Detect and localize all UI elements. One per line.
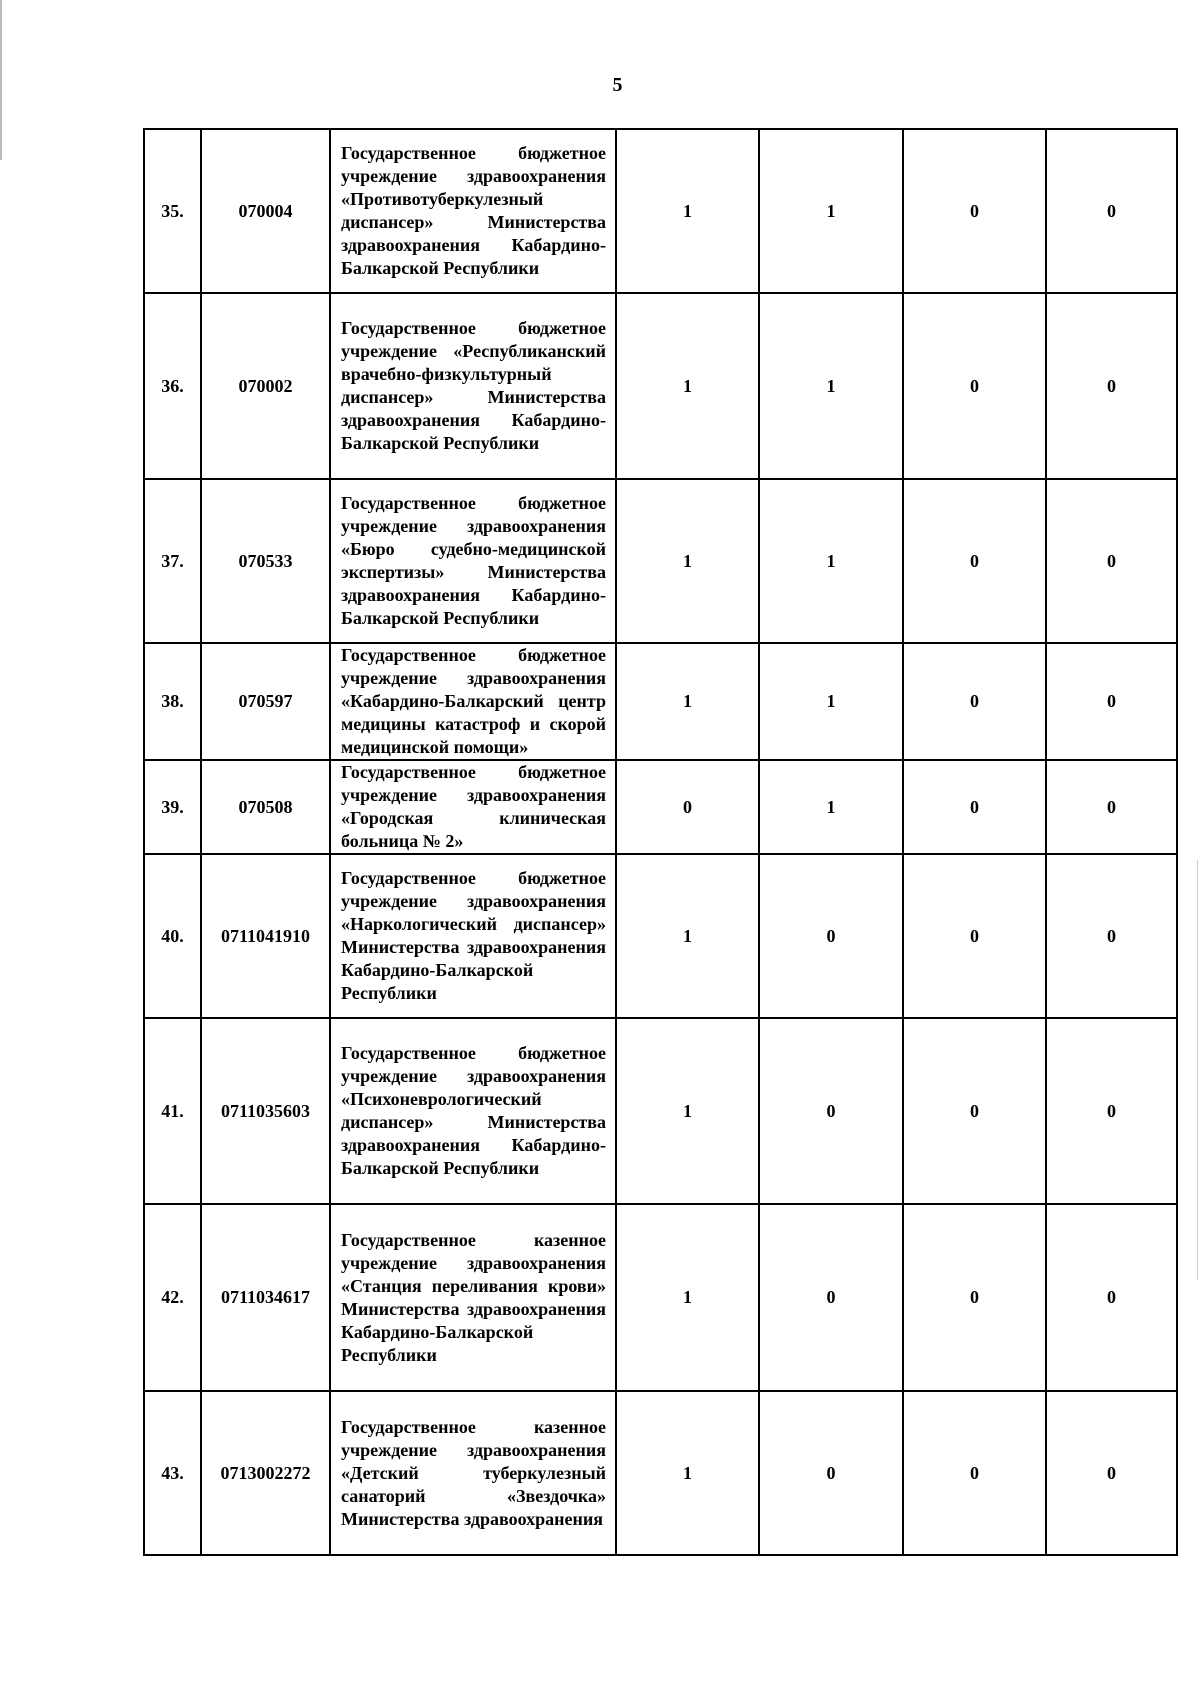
institution-code: 0711034617 <box>201 1204 330 1391</box>
institution-name: Государственное бюджетное учреждение здравоохранения «Бюро судебно-медицинской экспертизы» Министерства здравоохранения Кабардино-Балкарской Республики <box>330 479 616 643</box>
value-cell: 1 <box>616 129 759 293</box>
institution-name: Государственное бюджетное учреждение здравоохранения «Кабардино-Балкарский центр медицины катастроф и скорой медицинской помощи» <box>330 643 616 760</box>
row-index: 42. <box>144 1204 201 1391</box>
row-index: 36. <box>144 293 201 479</box>
value-cell: 0 <box>759 854 903 1018</box>
institution-code: 070533 <box>201 479 330 643</box>
value-cell: 1 <box>759 760 903 854</box>
value-cell: 0 <box>616 760 759 854</box>
value-cell: 0 <box>1046 1391 1177 1555</box>
institutions-table <box>143 128 1178 1556</box>
institution-code: 0711041910 <box>201 854 330 1018</box>
row-index: 37. <box>144 479 201 643</box>
institution-name: Государственное бюджетное учреждение «Республиканский врачебно-физкультурный диспансер» Министерства здравоохранения Кабардино-Балкарской Республики <box>330 293 616 479</box>
value-cell: 0 <box>903 1204 1046 1391</box>
value-cell: 1 <box>759 479 903 643</box>
value-cell: 0 <box>903 643 1046 760</box>
institution-code: 070002 <box>201 293 330 479</box>
institution-name: Государственное бюджетное учреждение здравоохранения «Наркологический диспансер» Министерства здравоохранения Кабардино-Балкарской Республики <box>330 854 616 1018</box>
value-cell: 1 <box>616 643 759 760</box>
institution-name: Государственное бюджетное учреждение здравоохранения «Городская клиническая больница № 2» <box>330 760 616 854</box>
value-cell: 0 <box>1046 643 1177 760</box>
institution-code: 070508 <box>201 760 330 854</box>
scan-edge-right <box>1197 860 1198 1280</box>
page-number: 5 <box>612 74 623 96</box>
value-cell: 0 <box>1046 1018 1177 1204</box>
table-row <box>144 1204 1177 1391</box>
row-index: 39. <box>144 760 201 854</box>
value-cell: 0 <box>903 129 1046 293</box>
value-cell: 1 <box>616 479 759 643</box>
row-index: 43. <box>144 1391 201 1555</box>
row-index: 35. <box>144 129 201 293</box>
value-cell: 0 <box>759 1204 903 1391</box>
institution-code: 070004 <box>201 129 330 293</box>
value-cell: 0 <box>903 1391 1046 1555</box>
row-index: 40. <box>144 854 201 1018</box>
value-cell: 0 <box>903 760 1046 854</box>
table-row <box>144 293 1177 479</box>
table-row <box>144 643 1177 760</box>
value-cell: 0 <box>759 1018 903 1204</box>
table-row <box>144 129 1177 293</box>
table-row <box>144 854 1177 1018</box>
row-index: 38. <box>144 643 201 760</box>
institution-code: 0713002272 <box>201 1391 330 1555</box>
value-cell: 0 <box>903 293 1046 479</box>
row-index: 41. <box>144 1018 201 1204</box>
institution-name: Государственное бюджетное учреждение здравоохранения «Психоневрологический диспансер» Министерства здравоохранения Кабардино-Балкарской Республики <box>330 1018 616 1204</box>
table-row <box>144 760 1177 854</box>
institution-name: Государственное казенное учреждение здравоохранения «Детский туберкулезный санаторий «Звездочка» Министерства здравоохранения <box>330 1391 616 1555</box>
value-cell: 1 <box>759 129 903 293</box>
institution-name: Государственное казенное учреждение здравоохранения «Станция переливания крови» Министерства здравоохранения Кабардино-Балкарской Республики <box>330 1204 616 1391</box>
institution-code: 0711035603 <box>201 1018 330 1204</box>
institution-code: 070597 <box>201 643 330 760</box>
table-row <box>144 1018 1177 1204</box>
table-row <box>144 479 1177 643</box>
institution-name: Государственное бюджетное учреждение здравоохранения «Противотуберкулезный диспансер» Министерства здравоохранения Кабардино-Балкарской Республики <box>330 129 616 293</box>
value-cell: 1 <box>616 1391 759 1555</box>
value-cell: 0 <box>1046 760 1177 854</box>
value-cell: 1 <box>759 293 903 479</box>
value-cell: 0 <box>1046 479 1177 643</box>
value-cell: 1 <box>616 1204 759 1391</box>
value-cell: 0 <box>903 479 1046 643</box>
value-cell: 1 <box>616 293 759 479</box>
value-cell: 0 <box>1046 1204 1177 1391</box>
value-cell: 0 <box>903 1018 1046 1204</box>
value-cell: 1 <box>616 1018 759 1204</box>
table-row <box>144 1391 1177 1555</box>
value-cell: 0 <box>759 1391 903 1555</box>
value-cell: 0 <box>1046 293 1177 479</box>
value-cell: 0 <box>1046 129 1177 293</box>
value-cell: 0 <box>1046 854 1177 1018</box>
value-cell: 1 <box>759 643 903 760</box>
value-cell: 0 <box>903 854 1046 1018</box>
value-cell: 1 <box>616 854 759 1018</box>
